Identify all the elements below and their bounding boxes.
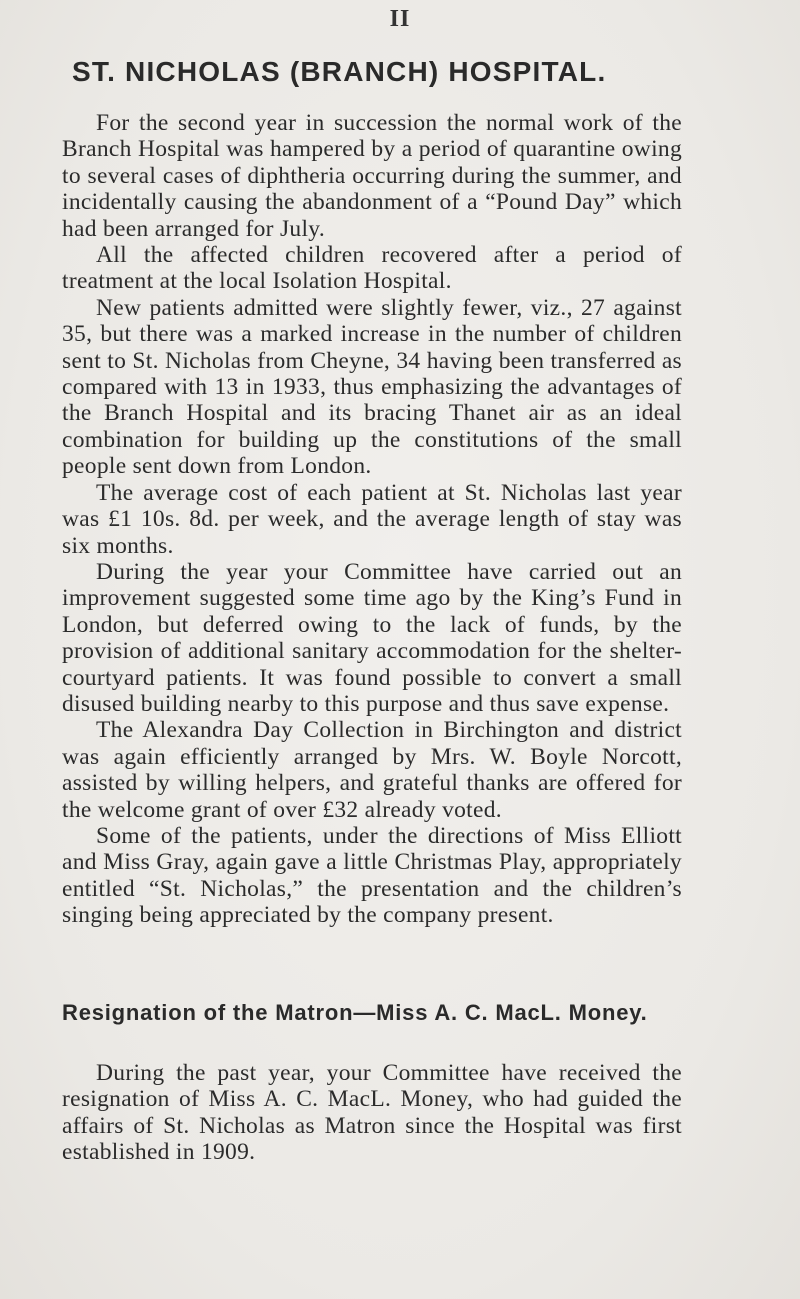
paragraph-admissions: New patients admitted were slightly fewer, viz., 27 against 35, but there was a marked increase in the number of children sent to St. Nicholas from Cheyne, 34 having been transferred as compared with 13 in 1933, thus emphasizing the advantages of the Branch Hospital and its bracing Thanet air as an ideal combination for building up the constitutions of the small people sent down from London. bbox=[62, 294, 682, 480]
paragraph-alexandra-day: The Alexandra Day Collection in Birchington and district was again efficiently arranged by Mrs. W. Boyle Norcott, assisted by willing helpers, and grateful thanks are offered for the welcome grant of over £32 already voted. bbox=[62, 717, 682, 823]
page-number: II bbox=[389, 6, 411, 32]
paragraph-recovery: All the affected children recovered after a period of treatment at the local Isolation Hospital. bbox=[62, 242, 682, 295]
page-title: ST. NICHOLAS (BRANCH) HOSPITAL. bbox=[72, 56, 607, 87]
hospital-report-body bbox=[62, 110, 682, 929]
paragraph-improvements: During the year your Committee have carried out an improvement suggested some time ago by the King’s Fund in London, but deferred owing to the lack of funds, by the provision of additional sanitary accommodation for the shelter-courtyard patients. It was found possible to convert a small disused building nearby to this purpose and thus save expense. bbox=[62, 558, 682, 717]
section-heading-resignation: Resignation of the Matron—Miss A. C. MacL. Money. bbox=[62, 1000, 648, 1025]
paragraph-average-cost: The average cost of each patient at St. Nicholas last year was £1 10s. 8d. per week, and the average length of stay was six months. bbox=[62, 479, 682, 559]
resignation-body bbox=[62, 1060, 682, 1166]
paragraph-resignation: During the past year, your Committee have received the resignation of Miss A. C. MacL. Money, who had guided the affairs of St. Nicholas as Matron since the Hospital was first established in 1909. bbox=[62, 1060, 682, 1166]
paragraph-christmas-play: Some of the patients, under the directions of Miss Elliott and Miss Gray, again gave a little Christmas Play, appropriately entitled “St. Nicholas,” the presentation and the children’s singing being appreciated by the company present. bbox=[62, 822, 682, 929]
paragraph-quarantine: For the second year in succession the normal work of the Branch Hospital was hampered by a period of quarantine owing to several cases of diphtheria occurring during the summer, and incidentally causing the abandonment of a “Pound Day” which had been arranged for July. bbox=[62, 110, 682, 242]
